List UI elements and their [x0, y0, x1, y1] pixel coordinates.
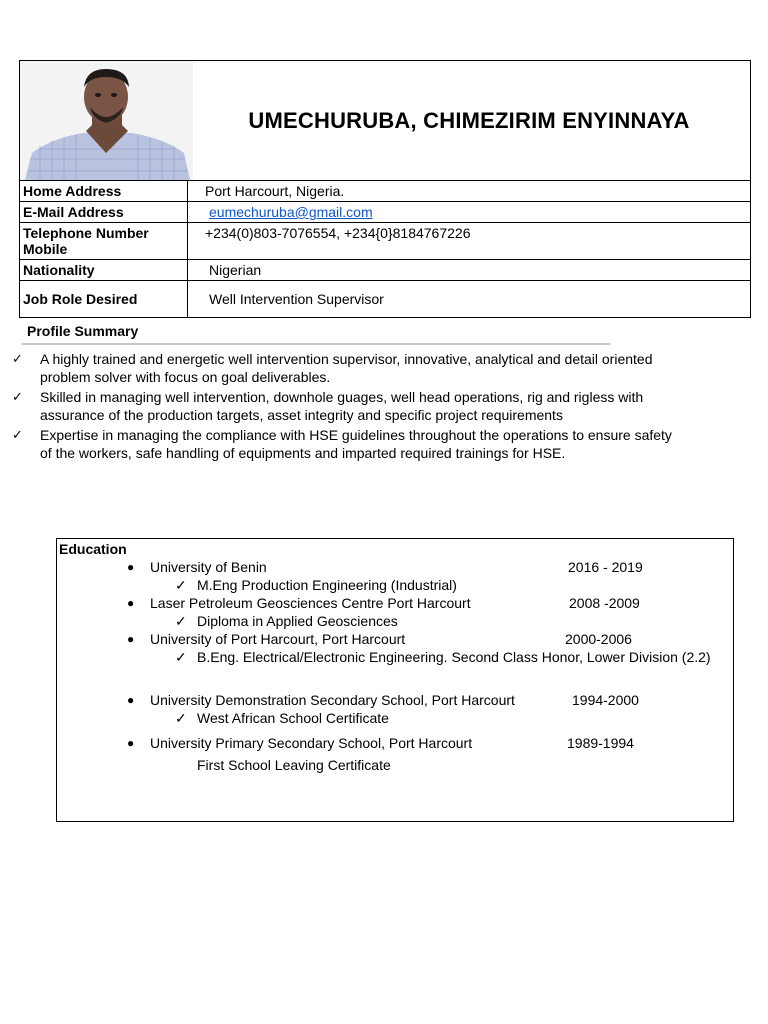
institution-name: University Primary Secondary School, Port Harcourt — [150, 735, 473, 751]
nationality-label: Nationality — [20, 260, 188, 281]
telephone-value: +234(0)803-7076554, +234{0}8184767226 — [188, 223, 751, 260]
education-years: 2016 - 2019 — [568, 559, 643, 575]
email-label: E-Mail Address — [20, 202, 188, 223]
institution-name: University Demonstration Secondary School, Port Harcourt — [150, 692, 515, 708]
education-years: 2000-2006 — [565, 631, 632, 647]
bullet-icon: ● — [127, 632, 135, 646]
qualification-text: West African School Certificate — [197, 710, 389, 726]
institution-name: Laser Petroleum Geosciences Centre Port Harcourt — [150, 595, 471, 611]
email-cell — [188, 202, 751, 223]
education-years: 1994-2000 — [572, 692, 639, 708]
profile-divider — [22, 343, 610, 345]
job-role-text: Well Intervention Supervisor — [209, 291, 384, 307]
job-role-value — [188, 281, 751, 318]
qualification-text: B.Eng. Electrical/Electronic Engineering. Second Class Honor, Lower Division (2.2) — [197, 649, 711, 665]
personal-details-table — [19, 60, 751, 318]
education-years: 2008 -2009 — [569, 595, 640, 611]
profile-item-text: A highly trained and energetic well intervention supervisor, innovative, analytical and detail oriented problem solver with focus on goal deliverables. — [40, 351, 653, 385]
bullet-icon: ● — [127, 560, 135, 574]
checkmark-icon: ✓ — [175, 649, 187, 665]
checkmark-icon: ✓ — [12, 427, 23, 442]
education-section — [56, 538, 734, 822]
nationality-text: Nigerian — [209, 262, 262, 278]
qualification-text: Diploma in Applied Geosciences — [197, 613, 398, 629]
photo-cell — [20, 61, 188, 181]
candidate-name: UMECHURUBA, CHIMEZIRIM ENYINNAYA — [188, 61, 751, 181]
job-role-label: Job Role Desired — [20, 281, 188, 318]
institution-name: University of Benin — [150, 559, 267, 575]
profile-photo — [20, 61, 193, 180]
qualification-text: First School Leaving Certificate — [197, 757, 391, 773]
education-heading: Education — [59, 541, 127, 557]
bullet-icon: ● — [127, 596, 135, 610]
institution-name: University of Port Harcourt, Port Harcourt — [150, 631, 406, 647]
profile-summary-heading: Profile Summary — [27, 323, 139, 339]
home-address-label: Home Address — [20, 181, 188, 202]
list-item — [12, 426, 672, 462]
checkmark-icon: ✓ — [175, 710, 187, 726]
checkmark-icon: ✓ — [12, 389, 23, 404]
checkmark-icon: ✓ — [175, 613, 187, 629]
list-item — [12, 350, 672, 386]
checkmark-icon: ✓ — [175, 577, 187, 593]
email-link[interactable]: eumechuruba@gmail.com — [209, 204, 373, 220]
telephone-label: Telephone Number Mobile — [20, 223, 188, 260]
profile-summary-list — [12, 350, 672, 464]
list-item — [12, 388, 672, 424]
nationality-value — [188, 260, 751, 281]
bullet-icon: ● — [127, 693, 135, 707]
profile-item-text: Skilled in managing well intervention, downhole guages, well head operations, rig and rigless with assurance of the production targets, asset integrity and specific project requirements — [40, 389, 644, 423]
qualification-text: M.Eng Production Engineering (Industrial) — [197, 577, 457, 593]
checkmark-icon: ✓ — [12, 351, 23, 366]
profile-item-text: Expertise in managing the compliance with HSE guidelines throughout the operations to ensure safety of the workers, safe handling of equipments and imparted required trainings for HSE. — [40, 427, 672, 461]
education-years: 1989-1994 — [567, 735, 634, 751]
home-address-value: Port Harcourt, Nigeria. — [188, 181, 751, 202]
bullet-icon: ● — [127, 736, 135, 750]
